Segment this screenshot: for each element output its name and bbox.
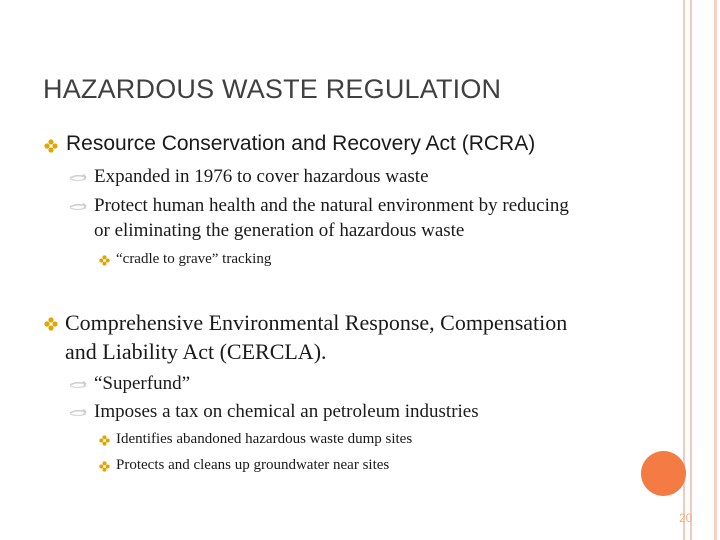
decorative-line xyxy=(690,0,692,540)
cercla-heading-line2: and Liability Act (CERCLA). xyxy=(65,339,327,364)
rcra-sub-protect-line2: or eliminating the generation of hazardous waste xyxy=(94,220,465,241)
flower-bullet-icon xyxy=(44,139,58,153)
decorative-line xyxy=(683,0,685,540)
arrow-bullet-icon xyxy=(69,202,89,212)
rcra-sub-expanded: Expanded in 1976 to cover hazardous waste xyxy=(94,166,429,187)
page-number: 20 xyxy=(679,511,693,525)
flower-bullet-icon xyxy=(99,461,110,472)
rcra-sub-cradle: “cradle to grave” tracking xyxy=(116,251,272,267)
decorative-line xyxy=(714,0,717,540)
flower-bullet-icon xyxy=(99,255,110,266)
flower-bullet-icon xyxy=(44,317,58,331)
cercla-sub-protects: Protects and cleans up groundwater near sites xyxy=(116,457,390,473)
cercla-heading-line1: Comprehensive Environmental Response, Compensation xyxy=(65,310,568,335)
cercla-sub-identifies: Identifies abandoned hazardous waste dump sites xyxy=(116,431,413,447)
rcra-heading: Resource Conservation and Recovery Act (RCRA) xyxy=(66,132,536,155)
arrow-bullet-icon xyxy=(69,380,89,390)
arrow-bullet-icon xyxy=(69,173,89,183)
flower-bullet-icon xyxy=(99,435,110,446)
slide-title: HAZARDOUS WASTE REGULATION xyxy=(43,74,502,104)
arrow-bullet-icon xyxy=(69,408,89,418)
cercla-sub-tax: Imposes a tax on chemical an petroleum industries xyxy=(94,401,479,422)
rcra-sub-protect-line1: Protect human health and the natural environment by reducing xyxy=(94,195,569,216)
cercla-sub-superfund: “Superfund” xyxy=(94,373,191,394)
decorative-circle xyxy=(641,451,686,496)
